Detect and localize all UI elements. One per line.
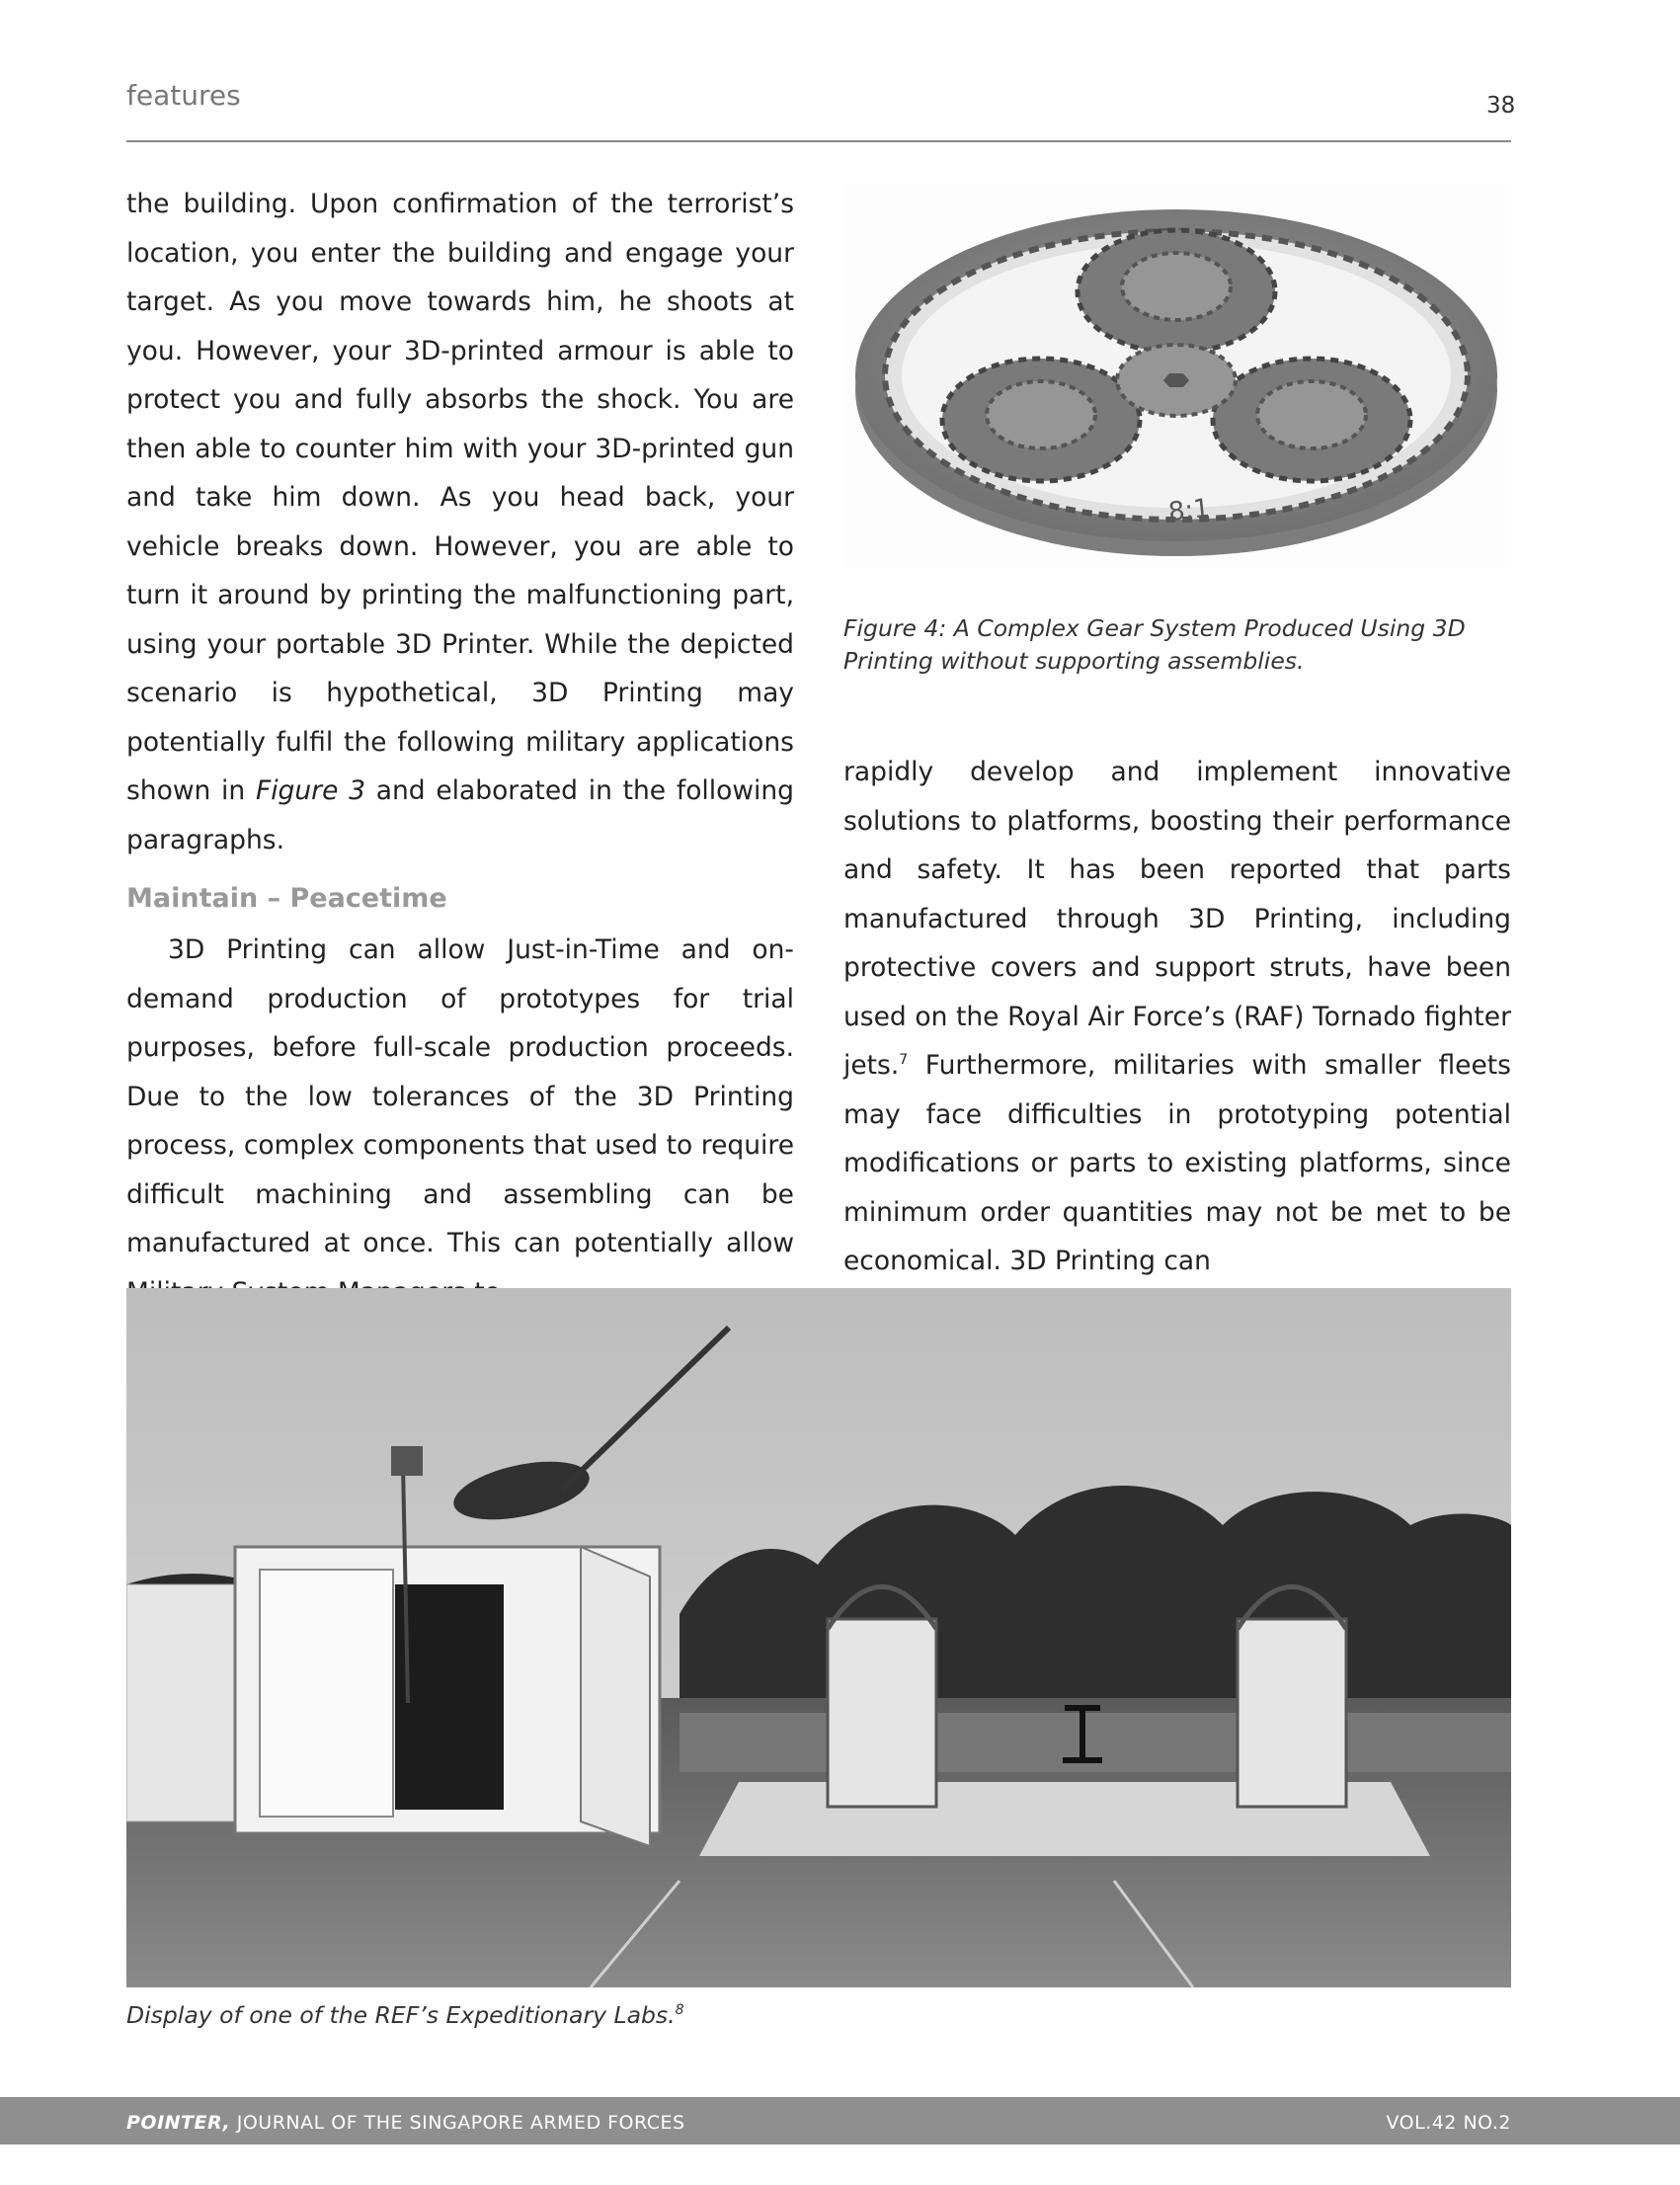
right-column [843,748,1511,1286]
page-number: 38 [1486,93,1516,119]
left-column [126,180,794,1317]
photo-caption [126,2001,684,2029]
paragraph-scenario-text-b: and elaborated in the following paragraphs. [126,775,794,855]
figure-4-caption: Figure 4: A Complex Gear System Produced Using 3D Printing without supporting assemblies. [843,614,1466,675]
header-divider [126,140,1511,142]
photo-caption-text: Display of one of the REF’s Expeditionary Labs. [126,2001,676,2029]
journal-subtitle: JOURNAL OF THE SINGAPORE ARMED FORCES [230,2112,685,2134]
footnote-marker-7: 7 [899,1052,909,1069]
paragraph-prototyping-text-b: Furthermore, militaries with smaller fleets may face difficulties in prototyping potential modifications or parts to existing platforms, since minimum order quantities may not be met to be economical. 3D Printing can [843,1050,1511,1276]
expeditionary-lab-photo [126,1288,1511,1987]
journal-name: POINTER, [126,2112,231,2134]
paragraph-scenario [126,180,794,864]
section-label: features [126,79,241,112]
footnote-marker-8: 8 [675,2002,684,2019]
subheading-maintain-peacetime: Maintain – Peacetime [126,883,447,914]
paragraph-peacetime: 3D Printing can allow Just-in-Time and on-demand production of prototypes for trial purposes, before full-scale production proceeds. Due to the low tolerances of the 3D Printing process, complex components that used to require difficult machining and assembling can be manufactured at once. This can potentially allow [126,934,794,1258]
paragraph-prototyping [843,748,1511,1286]
figure-3-reference: Figure 3 [255,775,365,806]
paragraph-prototyping-text-a: rapidly develop and implement innovative solutions to platforms, boosting their performance and safety. It has been reported that parts manufactured through 3D Printing, including protective covers and support struts, have been used on the Royal Air Force’s (RAF) Tornado fighter jets. [843,757,1511,1081]
gear-system-photo [843,183,1509,568]
paragraph-scenario-text-a: the building. Upon confirmation of the terrorist’s location, you enter the building and engage your target. As you move towards him, he shoots at you. However, your 3D-printed armour is able to protect you and fully absorbs the shock. You are then able to counter him with your 3D-printed gun and take him down. As you head back, your vehicle breaks down. However, you are able to turn it around by printing the malfunctioning part, using your portable 3D Printer. While the depicted scenario is hypothetical, 3D Printing may potentially fulfil the following military applications shown in [126,189,794,806]
footer-volume: VOL.42 NO.2 [1386,2112,1511,2134]
footer-journal-title [126,2112,685,2134]
svg-text:8:1: 8:1 [1166,493,1212,527]
